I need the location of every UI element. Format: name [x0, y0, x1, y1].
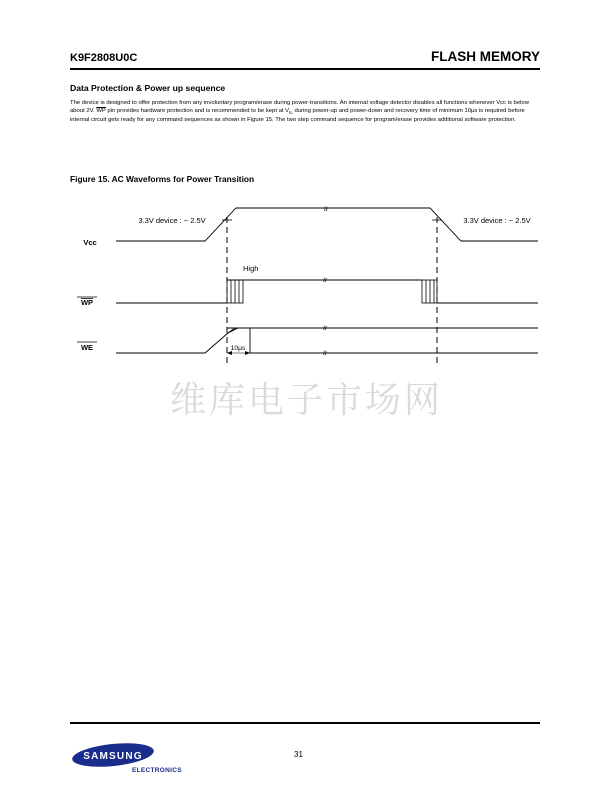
paragraph-wp: $\overline{WP}$ — [96, 107, 106, 114]
high-label: High — [243, 264, 259, 273]
paragraph-part-2: pin provides hardware protection and is recommended to be kept at V — [105, 107, 290, 114]
vcc-right-note: 3.3V device : ~ 2.5V — [463, 216, 531, 225]
section-heading: Data Protection & Power up sequence — [70, 83, 226, 93]
we-break-mark-top: ≈ — [320, 325, 330, 331]
waveform-diagram — [0, 195, 612, 365]
logo-brand: SAMSUNG — [83, 751, 143, 762]
watermark: 维库电子市场网 — [170, 380, 444, 421]
we-rise — [116, 333, 228, 353]
wp-transition-right — [422, 280, 437, 303]
we-label: WE — [80, 343, 94, 352]
section-paragraph — [70, 100, 542, 124]
we-high-line — [228, 325, 538, 333]
we-delay-arrowhead-right — [245, 351, 250, 355]
vcc-label: Vcc — [83, 238, 97, 247]
logo-division: ELECTRONICS — [132, 767, 182, 774]
page-number: 31 — [294, 750, 303, 759]
we-low-line — [250, 325, 538, 353]
vcc-break-mark: ≈ — [321, 206, 331, 212]
we-break-mark-bottom: ≈ — [320, 350, 330, 356]
delay-label: 10µs — [230, 345, 246, 352]
wp-transition-left — [227, 280, 243, 303]
header-rule — [70, 68, 540, 70]
samsung-logo — [70, 742, 156, 768]
paragraph-il: IL — [289, 109, 293, 115]
footer-rule — [70, 722, 540, 724]
paragraph-part-3: during power-up and power-down and recovery time of minimum 10µs is required before internal circuit gets ready for any command sequences as shown in Figure 15. The two step command sequence for program/erase provides additional software protection. — [70, 107, 525, 123]
document-title: FLASH MEMORY — [431, 49, 540, 64]
part-number: K9F2808U0C — [70, 52, 138, 64]
vcc-left-note: 3.3V device : ~ 2.5V — [138, 216, 206, 225]
wp-break-mark: ≈ — [320, 277, 330, 283]
figure-caption: Figure 15. AC Waveforms for Power Transition — [70, 174, 255, 184]
wp-label: WP — [80, 298, 94, 307]
paragraph-part-1: The device is designed to offer protection from any involuntary program/erase during power-transitions. An internal voltage detector disables all functions whenever Vcc is below about 2V. — [70, 100, 529, 114]
